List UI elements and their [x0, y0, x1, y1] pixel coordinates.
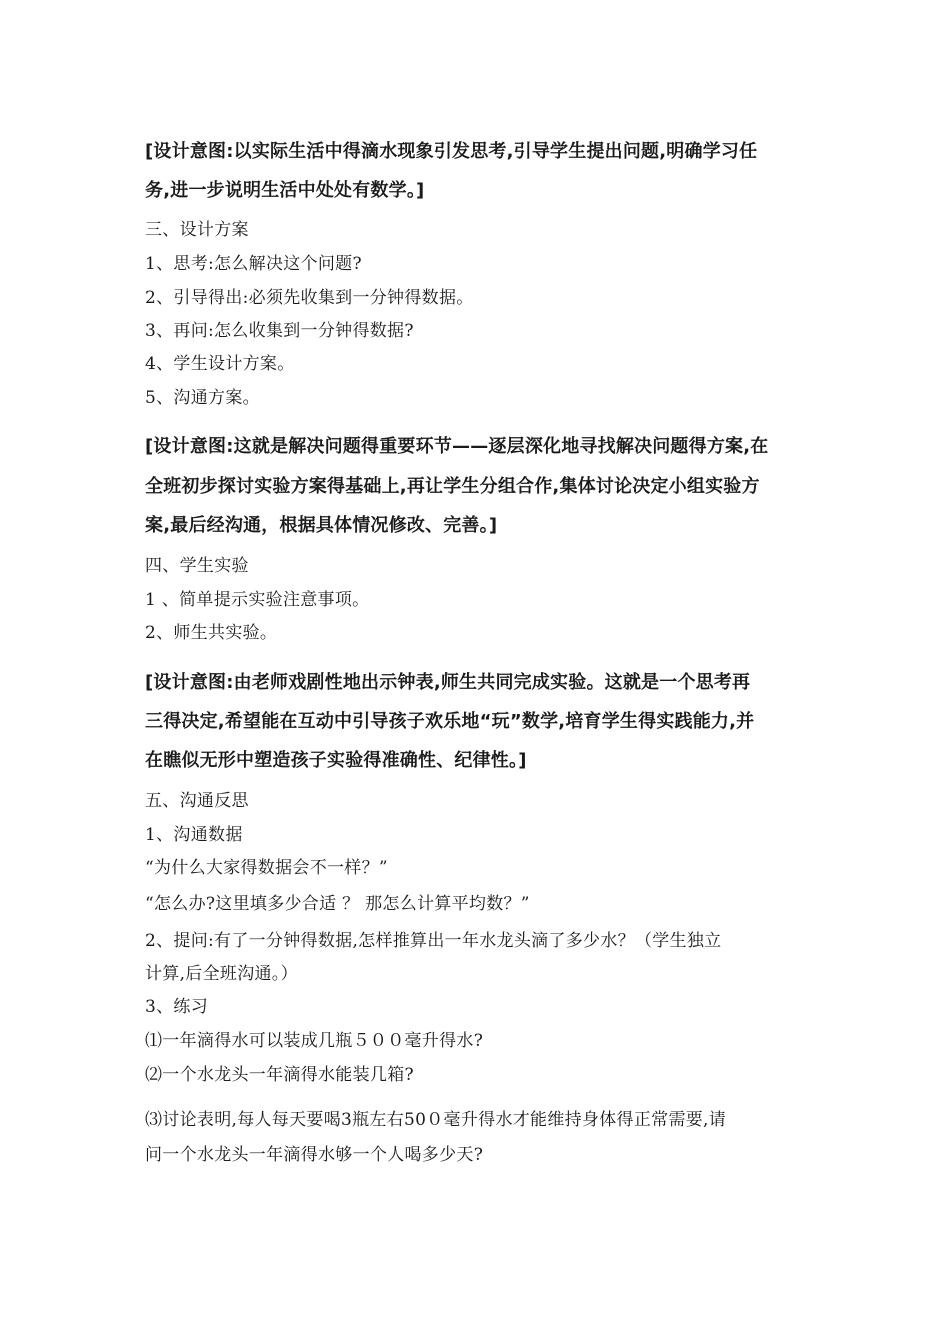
section-3-heading: 三、设计方案 — [145, 220, 249, 240]
section-4-heading: 四、学生实验 — [145, 556, 249, 576]
section-4-item-1: 1 、简单提示实验注意事项。 — [145, 590, 370, 610]
section-3-item-5: 5、沟通方案。 — [145, 388, 260, 408]
design-intent-3-line-3: 在瞧似无形中塑造孩子实验得准确性、纪律性。] — [145, 750, 527, 771]
section-5-item-2-line-2: 计算,后全班沟通。） — [145, 964, 298, 984]
section-3-item-2: 2、引导得出:必须先收集到一分钟得数据。 — [145, 288, 474, 308]
design-intent-2-line-1: [设计意图:这就是解决问题得重要环节——逐层深化地寻找解决问题得方案,在 — [145, 436, 769, 457]
section-3-item-4: 4、学生设计方案。 — [145, 354, 295, 374]
exercise-3-line-1: ⑶讨论表明,每人每天要喝3瓶左右50０毫升得水才能维持身体得正常需要,请 — [145, 1110, 727, 1130]
design-intent-1-line-1: [设计意图:以实际生活中得滴水现象引发思考,引导学生提出问题,明确学习任 — [145, 141, 758, 162]
design-intent-1-line-2: 务,进一步说明生活中处处有数学。] — [145, 180, 425, 201]
design-intent-2-line-2: 全班初步探讨实验方案得基础上,再让学生分组合作,集体讨论决定小组实验方 — [145, 476, 760, 497]
exercise-1: ⑴一年滴得水可以装成几瓶５００毫升得水? — [145, 1031, 484, 1051]
design-intent-3-line-2: 三得决定,希望能在互动中引导孩子欢乐地“玩”数学,培育学生得实践能力,并 — [145, 711, 755, 732]
design-intent-2-line-3: 案,最后经沟通，根据具体情况修改、完善。] — [145, 515, 498, 536]
section-4-item-2: 2、师生共实验。 — [145, 623, 278, 643]
section-5-quote-2: “怎么办?这里填多少合适 ？ 那怎么计算平均数？” — [145, 894, 530, 914]
section-3-item-3: 3、再问:怎么收集到一分钟得数据? — [145, 321, 414, 341]
section-5-heading: 五、沟通反思 — [145, 791, 249, 811]
section-3-item-1: 1、思考:怎么解决这个问题? — [145, 254, 362, 274]
design-intent-3-line-1: [设计意图:由老师戏剧性地出示钟表,师生共同完成实验。这就是一个思考再 — [145, 672, 751, 693]
exercise-3-line-2: 问一个水龙头一年滴得水够一个人喝多少天? — [145, 1145, 484, 1165]
section-5-item-1: 1、沟通数据 — [145, 825, 243, 845]
section-5-quote-1: “为什么大家得数据会不一样？” — [145, 858, 388, 878]
exercise-2: ⑵一个水龙头一年滴得水能装几箱? — [145, 1065, 414, 1085]
section-5-item-2-line-1: 2、提问:有了一分钟得数据,怎样推算出一年水龙头滴了多少水？（学生独立 — [145, 931, 722, 951]
section-5-item-3: 3、练习 — [145, 997, 209, 1017]
